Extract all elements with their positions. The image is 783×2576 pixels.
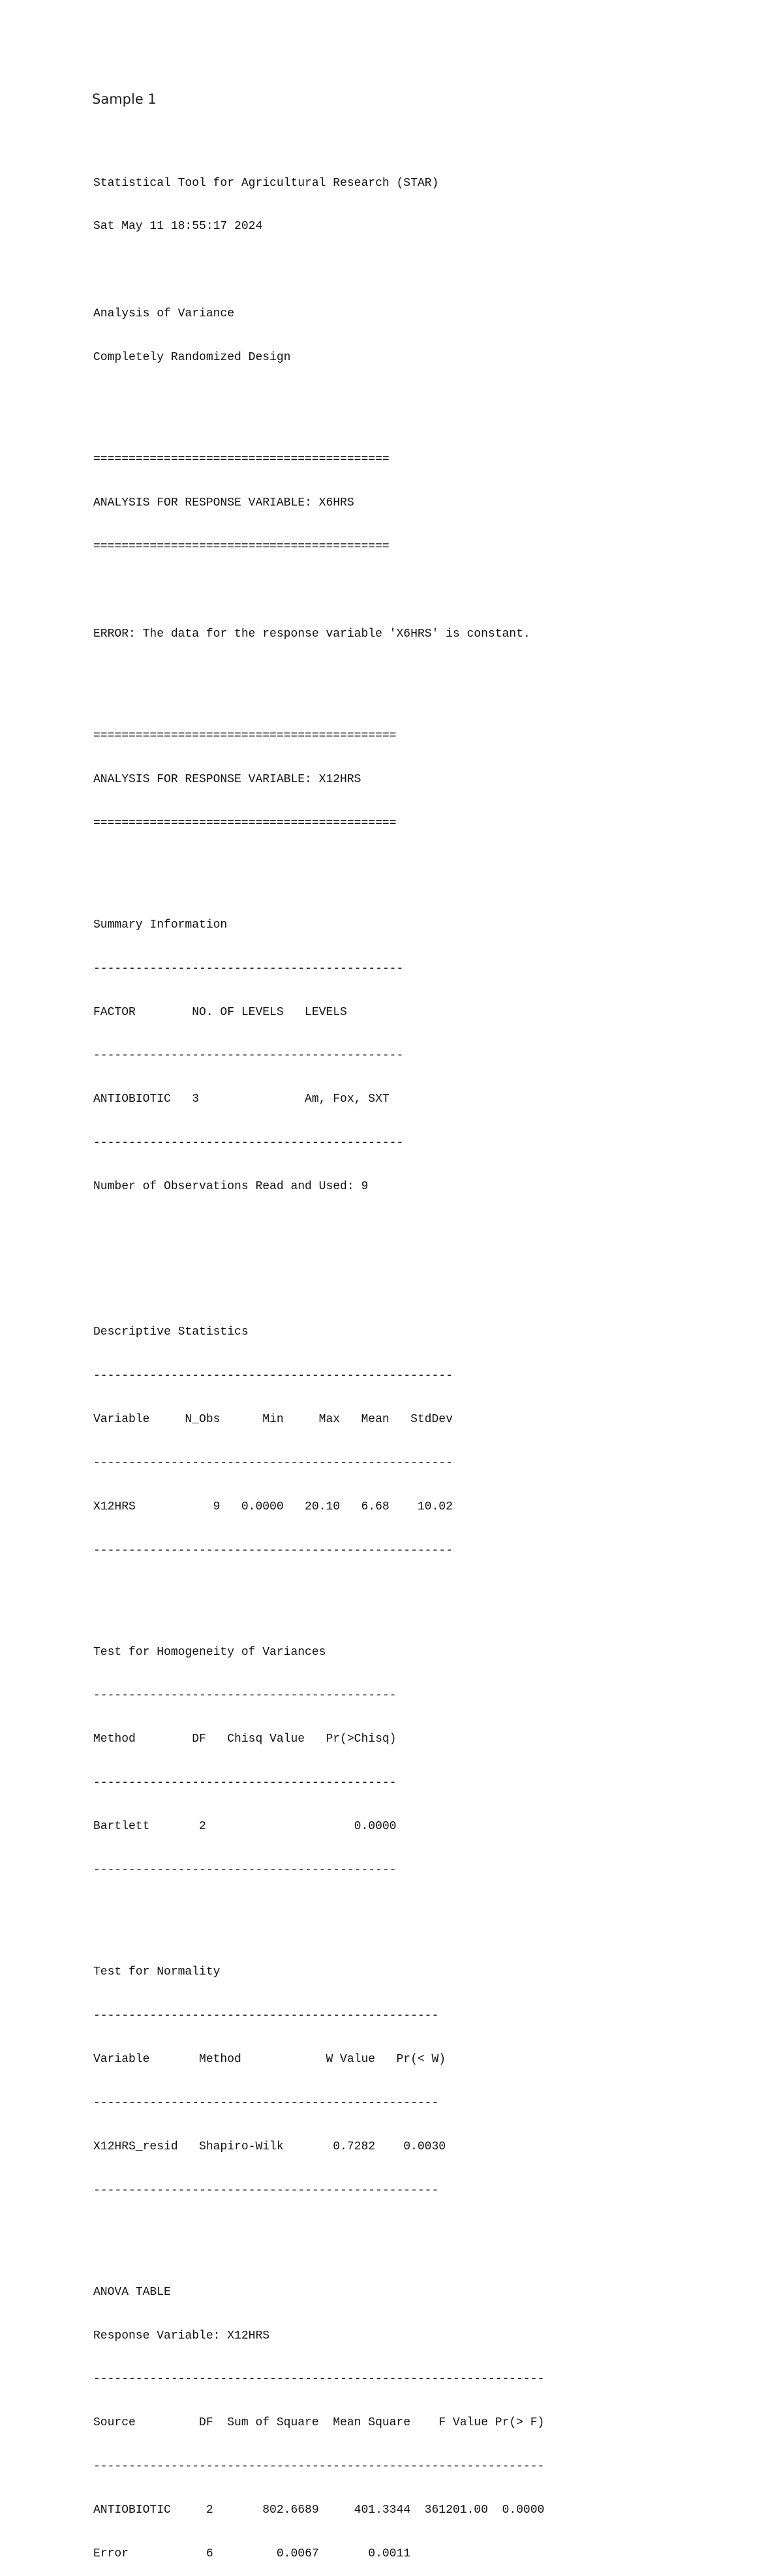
- blank-line: [93, 263, 544, 277]
- blank-line: [93, 671, 544, 685]
- homogeneity-rule: -------------------------------------------: [93, 1776, 397, 1790]
- design-name: Completely Randomized Design: [93, 351, 291, 365]
- blank-line: [93, 1586, 544, 1601]
- blank-line: [93, 583, 544, 598]
- descriptive-header-row: Variable N_Obs Min Max Mean StdDev: [93, 1412, 453, 1426]
- summary-title: Summary Information: [93, 918, 228, 932]
- descriptive-rule: ---------------------------------------------------: [93, 1369, 453, 1382]
- star-output: [93, 147, 544, 2576]
- normality-rule: -------------------------------------------------: [93, 2096, 439, 2110]
- summary-rule: --------------------------------------------: [93, 1136, 404, 1150]
- x12hrs-section-title: ANALYSIS FOR RESPONSE VARIABLE: X12HRS: [93, 772, 361, 786]
- normality-title: Test for Normality: [93, 1965, 221, 1979]
- normality-rule: -------------------------------------------------: [93, 2009, 439, 2022]
- anova-header-row: Source DF Sum of Square Mean Square F Value Pr(> F): [93, 2416, 545, 2430]
- summary-rule: --------------------------------------------: [93, 1049, 404, 1063]
- x6hrs-rule-top: ==========================================: [93, 453, 390, 466]
- blank-line: [93, 1223, 544, 1237]
- blank-line: [93, 1907, 544, 1921]
- run-timestamp: Sat May 11 18:55:17 2024: [93, 220, 263, 234]
- x12hrs-rule-top: ===========================================: [93, 729, 397, 742]
- page-title: Sample 1: [92, 91, 157, 107]
- blank-line: [93, 2226, 544, 2241]
- x6hrs-rule-bottom: ==========================================: [93, 540, 390, 554]
- descriptive-rule: ---------------------------------------------------: [93, 1543, 453, 1557]
- summary-header-row: FACTOR NO. OF LEVELS LEVELS: [93, 1005, 347, 1019]
- summary-data-row: ANTIOBIOTIC 3 Am, Fox, SXT: [93, 1093, 390, 1106]
- normality-header-row: Variable Method W Value Pr(< W): [93, 2052, 446, 2066]
- blank-line: [93, 394, 544, 408]
- descriptive-data-row: X12HRS 9 0.0000 20.10 6.68 10.02: [93, 1500, 453, 1513]
- descriptive-title: Descriptive Statistics: [93, 1326, 249, 1339]
- anova-row-error: Error 6 0.0067 0.0011: [93, 2547, 411, 2560]
- homogeneity-rule: -------------------------------------------: [93, 1864, 397, 1877]
- x12hrs-rule-bottom: ===========================================: [93, 816, 397, 830]
- summary-rule: --------------------------------------------: [93, 962, 404, 975]
- analysis-title: Analysis of Variance: [93, 307, 235, 321]
- descriptive-rule: ---------------------------------------------------: [93, 1456, 453, 1470]
- homogeneity-title: Test for Homogeneity of Variances: [93, 1645, 326, 1659]
- observations-count: Number of Observations Read and Used: 9: [93, 1180, 369, 1194]
- blank-line: [93, 1267, 544, 1281]
- homogeneity-header-row: Method DF Chisq Value Pr(>Chisq): [93, 1733, 397, 1746]
- anova-rule: ----------------------------------------------------------------: [93, 2460, 545, 2474]
- tool-name: Statistical Tool for Agricultural Research (STAR): [93, 176, 439, 190]
- homogeneity-data-row: Bartlett 2 0.0000: [93, 1820, 397, 1834]
- x6hrs-error-message: ERROR: The data for the response variable 'X6HRS' is constant.: [93, 627, 530, 641]
- x6hrs-section-title: ANALYSIS FOR RESPONSE VARIABLE: X6HRS: [93, 496, 354, 510]
- normality-data-row: X12HRS_resid Shapiro-Wilk 0.7282 0.0030: [93, 2140, 446, 2153]
- anova-title: ANOVA TABLE: [93, 2285, 171, 2299]
- normality-rule: -------------------------------------------------: [93, 2183, 439, 2197]
- blank-line: [93, 860, 544, 874]
- anova-row-antiobiotic: ANTIOBIOTIC 2 802.6689 401.3344 361201.00 0.0000: [93, 2504, 545, 2517]
- anova-response-variable: Response Variable: X12HRS: [93, 2329, 270, 2342]
- homogeneity-rule: -------------------------------------------: [93, 1689, 397, 1703]
- anova-rule: ----------------------------------------------------------------: [93, 2372, 545, 2386]
